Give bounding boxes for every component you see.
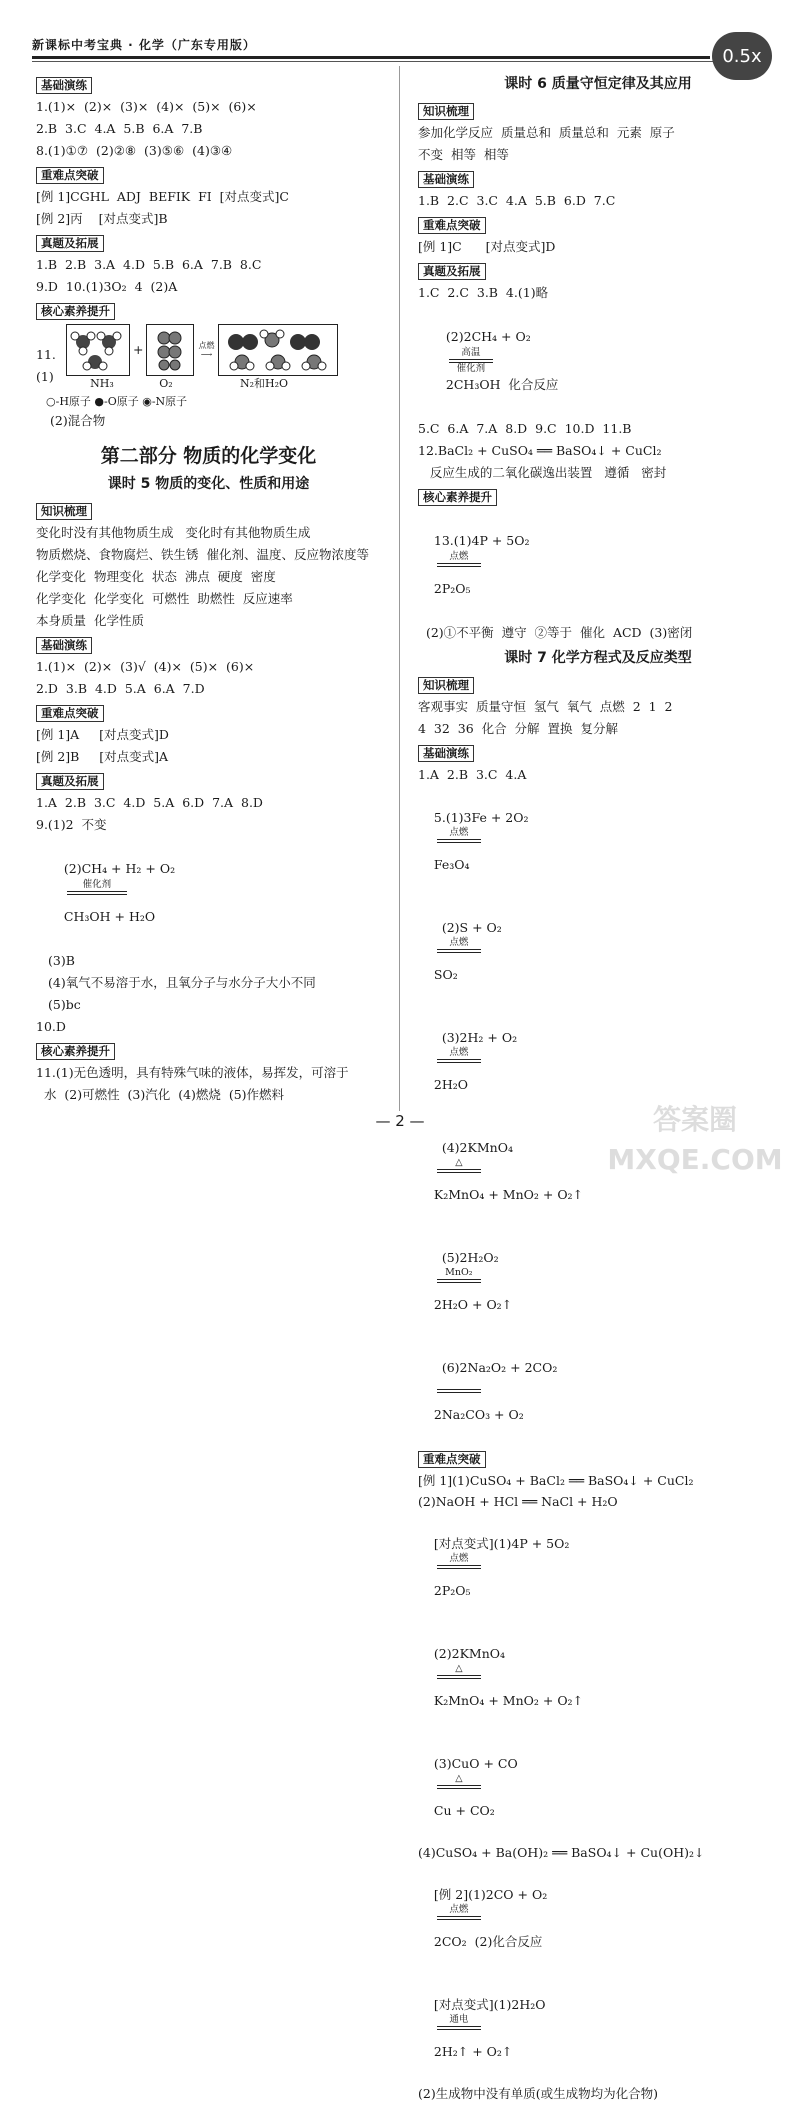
header-rule [32,56,710,59]
equation-line [418,896,778,1006]
equation-line [418,304,778,418]
answer-line: [例 1]A [对点变式]D [36,727,169,742]
equation-reactants: (6)2Na₂O₂ + 2CO₂ [433,1360,558,1375]
condition-top: △ [455,1773,463,1784]
section-tag: 知识梳理 [418,103,474,120]
equation-line [418,1732,778,1842]
answer-line: [例 2]B [对点变式]A [36,749,169,764]
equation-reactants: [对点变式](1)4P + 5O₂ [433,1536,570,1551]
condition-top: 点燃 [449,1047,469,1058]
o2-molecules-icon [150,328,190,372]
lesson-title: 课时 6 质量守恒定律及其应用 [504,76,692,92]
answer-line: 11.(1)无色透明，具有特殊气味的液体，易挥发，可溶于 [36,1065,349,1080]
equation-products: 2Na₂CO₃ + O₂ [433,1407,524,1422]
condition-top: △ [455,1157,463,1168]
page-number: — 2 — [375,1112,425,1130]
equation-condition [437,1905,481,1931]
answer-line: 9.(1)2 不变 [36,817,107,832]
nh3-molecules-icon [69,328,127,372]
diagram-caption: N₂和H₂O [239,377,289,390]
equation-products: 2CO₂ (2)化合反应 [433,1934,543,1949]
section-tag: 重难点突破 [36,167,104,184]
answer-line: (2)①不平衡 遵守 ②等于 催化 ACD (3)密闭 [418,625,693,640]
equation-line [36,836,381,950]
equation-reactants: (2)2KMnO₄ [433,1646,506,1661]
lesson-title: 课时 7 化学方程式及反应类型 [504,650,692,666]
equation-products: 2CH₃OH 化合反应 [445,377,559,392]
equation-products: 2P₂O₅ [433,581,471,596]
answer-line: 参加化学反应 质量总和 质量总和 元素 原子 [418,125,675,140]
equation-products: 2H₂↑ + O₂↑ [433,2044,513,2059]
condition-top: 点燃 [449,827,469,838]
section-tag: 核心素养提升 [36,303,115,320]
equation-condition [67,880,127,906]
answer-line: 10.D [36,1019,66,1034]
answer-line: (2)混合物 [50,413,106,428]
question-number: 11.(1) [36,347,56,384]
o2-box [146,324,194,376]
section-tag: 真题及拓展 [36,235,104,252]
equation-line [418,508,778,622]
atom-legend: ○-H原子 ●-O原子 ◉-N原子 [46,395,188,408]
section-tag: 真题及拓展 [36,773,104,790]
equation-condition [437,1378,481,1404]
equation-reactants: (2)2CH₄ + O₂ [445,329,531,344]
equation-reactants: (2)CH₄ + H₂ + O₂ [63,861,176,876]
nh3-box [66,324,130,376]
column-divider [399,66,400,1111]
answer-line: (3)B [48,953,75,968]
section-tag: 真题及拓展 [418,263,486,280]
equation-line [418,1622,778,1732]
equation-line [418,786,778,896]
equation-reactants: [对点变式](1)2H₂O [433,1997,546,2012]
section-tag: 重难点突破 [418,1451,486,1468]
equation-line [418,1973,778,2083]
equation-line [418,1336,778,1446]
equation-products: K₂MnO₄ + MnO₂ + O₂↑ [433,1187,584,1202]
equation-condition [437,1774,481,1800]
condition-top: MnO₂ [445,1267,473,1278]
equation-reactants: (3)CuO + CO [433,1756,518,1771]
diagram-caption: NH₃ [90,377,114,390]
section-tag: 重难点突破 [36,705,104,722]
diagram-caption: O₂ [159,377,173,390]
left-column [36,72,381,1106]
right-column [418,72,778,2104]
equation-reactants: (4)2KMnO₄ [433,1140,513,1155]
answer-line: 客观事实 质量守恒 氢气 氧气 点燃 2 1 2 [418,699,673,714]
answer-line: 2.B 3.C 4.A 5.B 6.A 7.B [36,121,203,136]
playback-speed-button[interactable]: 0.5x [712,32,772,80]
molecule-diagram: 11.(1) + 点燃 ⟶ NH₃ O₂ N₂和H₂O [36,324,381,392]
section-tag: 基础演练 [36,637,92,654]
equation-products: CH₃OH + H₂O [63,909,156,924]
answer-line: 1.A 2.B 3.C 4.A [418,767,527,782]
equation-condition [437,1554,481,1580]
equation-line [418,1226,778,1336]
section-tag: 核心素养提升 [36,1043,115,1060]
condition-top: 点燃 [449,1553,469,1564]
condition-bottom: 催化剂 [456,363,486,374]
section-tag: 重难点突破 [418,217,486,234]
lesson-title: 课时 5 物质的变化、性质和用途 [107,476,310,492]
answer-line: 8.(1)①⑦ (2)②⑧ (3)⑤⑥ (4)③④ [36,143,233,158]
answer-line: 反应生成的二氧化碳逸出装置 遵循 密封 [418,465,667,480]
answer-line: 不变 相等 相等 [418,147,509,162]
answer-line: 水 (2)可燃性 (3)汽化 (4)燃烧 (5)作燃料 [36,1087,285,1102]
section-tag: 基础演练 [418,745,474,762]
answer-line: 1.(1)× (2)× (3)× (4)× (5)× (6)× [36,99,257,114]
part-title: 第二部分 物质的化学变化 [100,445,317,467]
section-tag: 基础演练 [36,77,92,94]
equation-condition [437,1158,481,1184]
answer-line: [例 2]丙 [对点变式]B [36,211,168,226]
section-tag: 基础演练 [418,171,474,188]
answer-line: 1.C 2.C 3.B 4.(1)略 [418,285,549,300]
answer-line: 1.B 2.B 3.A 4.D 5.B 6.A 7.B 8.C [36,257,262,272]
section-tag: 核心素养提升 [418,489,497,506]
answer-line: 2.D 3.B 4.D 5.A 6.A 7.D [36,681,205,696]
condition-top: 通电 [449,2014,469,2025]
equation-reactants: (5)2H₂O₂ [433,1250,499,1265]
section-tag: 知识梳理 [36,503,92,520]
answer-line: 本身质量 化学性质 [36,613,144,628]
answer-line: (2)生成物中没有单质(或生成物均为化合物) [418,2086,658,2101]
condition-top: △ [455,1663,463,1674]
product-molecules-icon [222,328,334,372]
condition-top: 点燃 [449,1904,469,1915]
equation-reactants: (3)2H₂ + O₂ [433,1030,518,1045]
book-title: 新课标中考宝典 · 化学（广东专用版） [32,38,256,52]
answer-line: [例 1](1)CuSO₄ + BaCl₂ ══ BaSO₄↓ + CuCl₂ [418,1473,694,1488]
equation-condition [437,1268,481,1294]
answer-line: 1.A 2.B 3.C 4.D 5.A 6.D 7.A 8.D [36,795,263,810]
header-rule-thin [32,61,770,62]
condition-top: 催化剂 [82,879,112,890]
equation-condition [437,552,481,578]
watermark-logo: 答案圈 MXQE.COM [607,1103,783,1176]
answer-line: (4)氧气不易溶于水，且氧分子与水分子大小不同 [48,975,316,990]
answer-line: 9.D 10.(1)3O₂ 4 (2)A [36,279,178,294]
equation-condition [437,938,481,964]
equation-condition [437,1664,481,1690]
answer-line: 5.C 6.A 7.A 8.D 9.C 10.D 11.B [418,421,632,436]
answer-line: 物质燃烧、食物腐烂、铁生锈 催化剂、温度、反应物浓度等 [36,547,369,562]
equation-condition [437,1048,481,1074]
answer-line: 变化时没有其他物质生成 变化时有其他物质生成 [36,525,311,540]
equation-products: 2H₂O + O₂↑ [433,1297,513,1312]
answer-line: (5)bc [48,997,81,1012]
answer-line: [例 1]C [对点变式]D [418,239,556,254]
condition-top: 点燃 [449,551,469,562]
equation-reactants: (2)S + O₂ [433,920,502,935]
answer-line: 1.B 2.C 3.C 4.A 5.B 6.D 7.C [418,193,616,208]
equation-reactants: 13.(1)4P + 5O₂ [433,533,530,548]
answer-line: (4)CuSO₄ + Ba(OH)₂ ══ BaSO₄↓ + Cu(OH)₂↓ [418,1845,705,1860]
answer-line: 化学变化 化学变化 可燃性 助燃性 反应速率 [36,591,293,606]
equation-products: Fe₃O₄ [433,857,470,872]
section-tag: 知识梳理 [418,677,474,694]
answer-line: 化学变化 物理变化 状态 沸点 硬度 密度 [36,569,276,584]
equation-line [418,1863,778,1973]
condition-top: 高温 [461,347,481,358]
answer-line: (2)NaOH + HCl ══ NaCl + H₂O [418,1494,618,1509]
answer-line: [例 1]CGHL ADJ BEFIK FI [对点变式]C [36,189,289,204]
equation-reactants: [例 2](1)2CO + O₂ [433,1887,548,1902]
equation-line [418,1512,778,1622]
equation-condition [449,348,493,374]
equation-products: 2H₂O [433,1077,469,1092]
answer-line: 12.BaCl₂ + CuSO₄ ══ BaSO₄↓ + CuCl₂ [418,443,662,458]
condition-top: 点燃 [449,937,469,948]
equation-condition [437,2015,481,2041]
reaction-condition: 点燃 [198,341,215,350]
answer-line: 1.(1)× (2)× (3)√ (4)× (5)× (6)× [36,659,255,674]
equation-products: 2P₂O₅ [433,1583,471,1598]
products-box [218,324,338,376]
equation-reactants: 5.(1)3Fe + 2O₂ [433,810,529,825]
answer-line: 4 32 36 化合 分解 置换 复分解 [418,721,618,736]
reaction-arrow: 点燃 ⟶ [198,341,215,359]
equation-products: Cu + CO₂ [433,1803,495,1818]
equation-condition [437,828,481,854]
equation-products: SO₂ [433,967,458,982]
equation-products: K₂MnO₄ + MnO₂ + O₂↑ [433,1693,584,1708]
